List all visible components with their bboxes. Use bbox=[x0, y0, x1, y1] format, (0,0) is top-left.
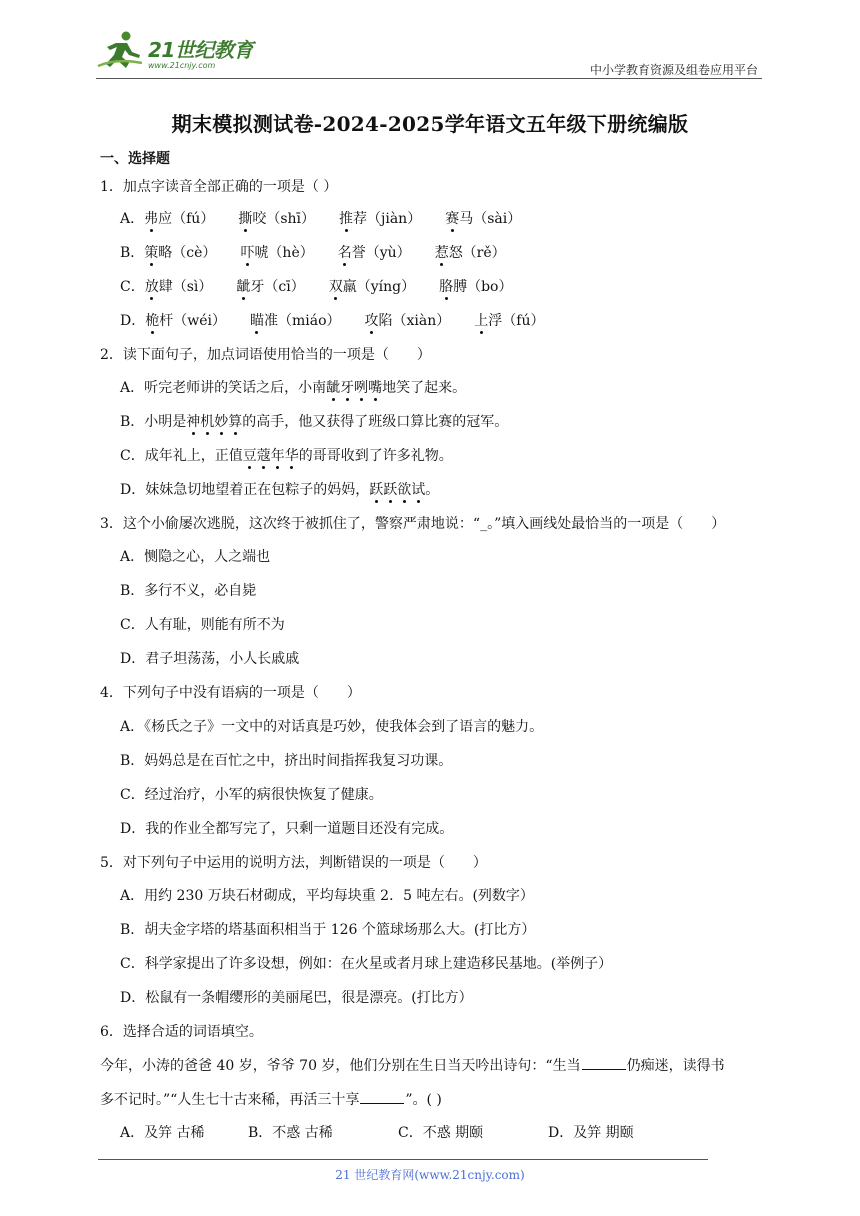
option-reading: 杆（wéi） bbox=[159, 313, 226, 329]
question-5-option-c[interactable]: C．科学家提出了许多设想，例如：在火星或者月球上建造移民基地。(举例子） bbox=[120, 956, 613, 972]
passage-text: 多不记时。”“人生七十古来稀，再活三十享 bbox=[100, 1092, 360, 1108]
dotted-char: 年 bbox=[270, 448, 285, 464]
option-word bbox=[474, 313, 544, 329]
question-5-option-d[interactable]: D．松鼠有一条帽缨形的美丽尾巴，很是漂亮。(打比方） bbox=[120, 990, 473, 1006]
footer-link[interactable]: 21 世纪教育网(www.21cnjy.com) bbox=[335, 1168, 525, 1182]
option-text: 。 bbox=[425, 482, 440, 498]
option-reading: 羸（yíng） bbox=[342, 279, 416, 295]
question-6-option-b[interactable]: B．不惑 古稀 bbox=[248, 1125, 333, 1141]
option-word bbox=[439, 279, 512, 295]
option-label: B． bbox=[120, 245, 145, 261]
page-header bbox=[96, 30, 762, 78]
answer-blank[interactable] bbox=[582, 1057, 626, 1070]
option-reading: 应（fú） bbox=[158, 211, 215, 227]
question-1-option-c[interactable] bbox=[120, 276, 512, 296]
question-3-option-d[interactable]: D．君子坦荡荡，小人长戚戚 bbox=[120, 651, 300, 667]
footer-divider bbox=[98, 1159, 708, 1160]
dotted-char: 赛 bbox=[445, 211, 460, 227]
dotted-char: 跃 bbox=[383, 482, 398, 498]
dotted-char: 胳 bbox=[439, 279, 454, 295]
option-reading: 肆（sì） bbox=[158, 279, 213, 295]
option-reading: 膊（bo） bbox=[453, 279, 513, 295]
question-2-option-c[interactable] bbox=[120, 445, 453, 465]
dotted-char: 名 bbox=[337, 245, 352, 261]
option-word bbox=[145, 279, 213, 295]
dotted-char: 咧 bbox=[354, 380, 369, 396]
option-text: D．妹妹急切地望着正在包粽子的妈妈， bbox=[120, 482, 370, 498]
question-2-option-b[interactable] bbox=[120, 411, 508, 431]
option-word bbox=[339, 211, 421, 227]
dotted-char: 推 bbox=[339, 211, 354, 227]
dotted-char: 放 bbox=[144, 279, 159, 295]
option-reading: 牙（cī） bbox=[250, 279, 305, 295]
question-1-option-a[interactable] bbox=[120, 208, 521, 228]
option-word bbox=[240, 245, 313, 261]
dotted-char: 双 bbox=[328, 279, 343, 295]
option-text: A．听完老师讲的笑话之后，小南 bbox=[120, 380, 327, 396]
dotted-char: 瞄 bbox=[249, 313, 264, 329]
option-label: A． bbox=[120, 211, 145, 227]
question-5-option-a[interactable]: A．用约 230 万块石材砌成，平均每块重 2．5 吨左右。(列数字） bbox=[120, 888, 534, 904]
option-reading: 马（sài） bbox=[459, 211, 522, 227]
dotted-char: 神 bbox=[186, 414, 201, 430]
dotted-char: 试 bbox=[411, 482, 426, 498]
option-text: B．小明是 bbox=[120, 414, 187, 430]
option-word bbox=[238, 211, 315, 227]
question-1-option-b[interactable] bbox=[120, 242, 506, 262]
option-word bbox=[144, 211, 214, 227]
passage-text: 仍痴迷，读得书 bbox=[626, 1058, 725, 1074]
question-3-option-c[interactable]: C．人有耻，则能有所不为 bbox=[120, 617, 285, 633]
dotted-char: 弗 bbox=[144, 211, 159, 227]
option-word bbox=[338, 245, 411, 261]
question-1-option-d[interactable] bbox=[120, 310, 544, 330]
dotted-char: 欲 bbox=[397, 482, 412, 498]
option-reading: 准（miáo） bbox=[263, 313, 341, 329]
question-6-option-d[interactable]: D．及笄 期颐 bbox=[548, 1125, 634, 1141]
option-reading: 誉（yù） bbox=[351, 245, 411, 261]
dotted-char: 蔻 bbox=[256, 448, 271, 464]
dotted-char: 惹 bbox=[434, 245, 449, 261]
dotted-char: 华 bbox=[284, 448, 299, 464]
question-6-stem: 6．选择合适的词语填空。 bbox=[100, 1024, 263, 1040]
dotted-char: 上 bbox=[474, 313, 489, 329]
option-word bbox=[236, 279, 304, 295]
platform-name: 中小学教育资源及组卷应用平台 bbox=[589, 63, 758, 77]
option-reading: 唬（hè） bbox=[254, 245, 314, 261]
question-4-option-c[interactable]: C．经过治疗，小军的病很快恢复了健康。 bbox=[120, 787, 383, 803]
question-4-stem: 4．下列句子中没有语病的一项是（ ） bbox=[100, 685, 361, 701]
dotted-char: 吓 bbox=[240, 245, 255, 261]
option-word bbox=[250, 313, 341, 329]
passage-text: 今年，小涛的爸爸 40 岁，爷爷 70 岁，他们分别在生日当天吟出诗句：“生当 bbox=[100, 1058, 581, 1074]
question-1-stem: 1．加点字读音全部正确的一项是（ ） bbox=[100, 179, 338, 195]
question-4-option-d[interactable]: D．我的作业全都写完了，只剩一道题目还没有完成。 bbox=[120, 821, 454, 837]
dotted-char: 跃 bbox=[369, 482, 384, 498]
question-2-option-a[interactable] bbox=[120, 377, 466, 397]
option-word bbox=[365, 313, 451, 329]
question-4-option-a[interactable]: A．《杨氏之子》一文中的对话真是巧妙，使我体会到了语言的魅力。 bbox=[120, 719, 544, 735]
dotted-char: 策 bbox=[144, 245, 159, 261]
dotted-char: 攻 bbox=[364, 313, 379, 329]
runner-logo-icon bbox=[96, 30, 144, 70]
option-reading: 怒（rě） bbox=[448, 245, 506, 261]
option-text: C．成年礼上，正值 bbox=[120, 448, 243, 464]
option-word bbox=[329, 279, 415, 295]
dotted-char: 嘴 bbox=[368, 380, 383, 396]
answer-blank[interactable] bbox=[360, 1091, 404, 1104]
option-reading: 浮（fú） bbox=[488, 313, 545, 329]
logo-url: www.21cnjy.com bbox=[148, 61, 216, 70]
section-heading: 一、选择题 bbox=[100, 151, 170, 167]
dotted-char: 算 bbox=[228, 414, 243, 430]
option-reading: 咬（shī） bbox=[252, 211, 316, 227]
question-4-option-b[interactable]: B．妈妈总是在百忙之中，挤出时间指挥我复习功课。 bbox=[120, 753, 453, 769]
question-3-stem: 3．这个小偷屡次逃脱，这次终于被抓住了，警察严肃地说：“_。”填入画线处最恰当的一项是（ ） bbox=[100, 516, 726, 532]
dotted-char: 豆 bbox=[242, 448, 257, 464]
question-6-option-c[interactable]: C．不惑 期颐 bbox=[398, 1125, 484, 1141]
option-word bbox=[145, 313, 226, 329]
logo bbox=[96, 30, 253, 70]
question-3-option-a[interactable]: A．恻隐之心，人之端也 bbox=[120, 549, 271, 565]
logo-brand: 21世纪教育 bbox=[148, 38, 253, 62]
question-6-option-a[interactable]: A．及笄 古稀 bbox=[120, 1125, 205, 1141]
option-label: D． bbox=[120, 313, 146, 329]
dotted-char: 妙 bbox=[214, 414, 229, 430]
question-5-stem: 5．对下列句子中运用的说明方法，判断错误的一项是（ ） bbox=[100, 855, 487, 871]
dotted-char: 龇 bbox=[326, 380, 341, 396]
option-text: 的哥哥收到了许多礼物。 bbox=[298, 448, 453, 464]
option-text: 的高手，他又获得了班级口算比赛的冠军。 bbox=[242, 414, 509, 430]
option-label: C． bbox=[120, 279, 145, 295]
option-word bbox=[445, 211, 521, 227]
option-word bbox=[144, 245, 216, 261]
question-2-option-d[interactable] bbox=[120, 479, 439, 499]
passage-text: ”。( ) bbox=[405, 1092, 442, 1108]
dotted-char: 撕 bbox=[238, 211, 253, 227]
option-reading: 荐（jiàn） bbox=[353, 211, 422, 227]
question-6-passage-line-1 bbox=[100, 1055, 725, 1075]
header-divider bbox=[96, 78, 762, 79]
option-reading: 略（cè） bbox=[158, 245, 217, 261]
dotted-char: 牙 bbox=[340, 380, 355, 396]
option-reading: 陷（xiàn） bbox=[378, 313, 451, 329]
question-3-option-b[interactable]: B．多行不义，必自毙 bbox=[120, 583, 257, 599]
question-6-passage-line-2 bbox=[100, 1089, 442, 1109]
question-2-stem: 2．读下面句子，加点词语使用恰当的一项是（ ） bbox=[100, 347, 431, 363]
dotted-char: 龇 bbox=[236, 279, 251, 295]
dotted-char: 桅 bbox=[145, 313, 160, 329]
dotted-char: 机 bbox=[200, 414, 215, 430]
option-word bbox=[435, 245, 506, 261]
option-text: 地笑了起来。 bbox=[382, 380, 467, 396]
page-title: 期末模拟测试卷-2024-2025学年语文五年级下册统编版 bbox=[171, 112, 689, 136]
question-5-option-b[interactable]: B．胡夫金字塔的塔基面积相当于 126 个篮球场那么大。(打比方） bbox=[120, 922, 536, 938]
